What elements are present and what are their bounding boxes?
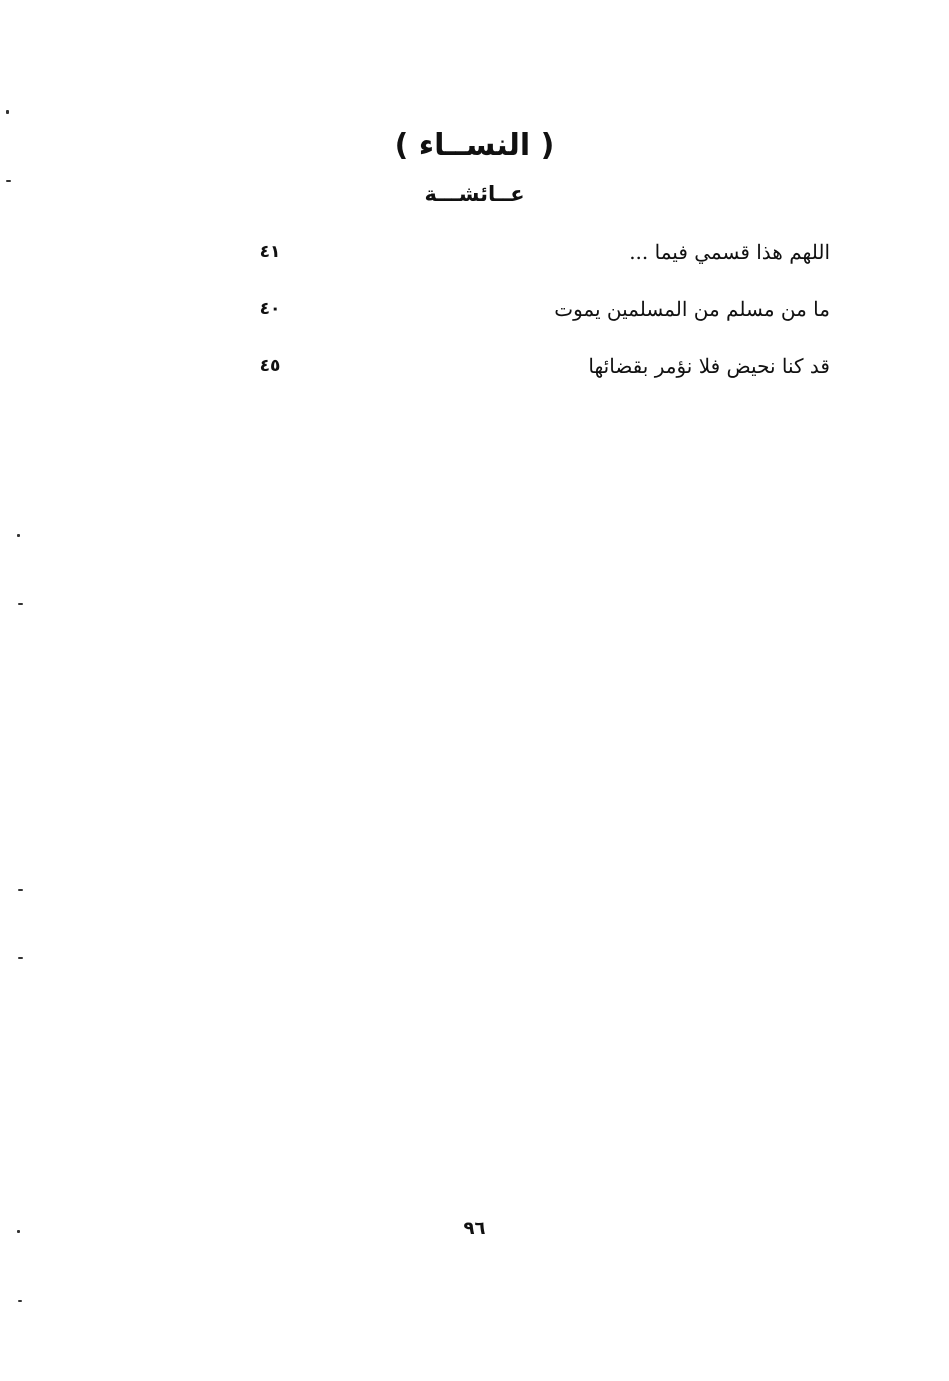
scan-speck — [18, 957, 23, 959]
list-item — [250, 240, 830, 297]
scan-speck — [18, 889, 23, 891]
scan-speck — [18, 1300, 22, 1302]
scan-speck — [17, 534, 20, 537]
entry-page-number: ٤٠ — [259, 299, 281, 319]
section-subtitle: عــائشـــة — [424, 182, 525, 206]
scan-speck — [6, 110, 9, 114]
section-title: ( النســاء ) — [394, 128, 555, 163]
entry-page-number: ٤٥ — [259, 356, 281, 376]
scan-speck — [18, 603, 23, 605]
page-number: ٩٦ — [463, 1218, 486, 1239]
scan-speck — [17, 1230, 20, 1233]
list-item — [250, 354, 830, 411]
scan-speck — [6, 180, 11, 182]
list-item — [250, 297, 830, 354]
entry-text: ما من مسلم من المسلمين يموت — [554, 297, 830, 321]
entry-page-number: ٤١ — [259, 242, 281, 262]
entry-text: اللهم هذا قسمي فيما ... — [629, 240, 830, 264]
entry-text: قد كنا نحيض فلا نؤمر بقضائها — [588, 354, 830, 378]
entries-list — [250, 240, 830, 411]
